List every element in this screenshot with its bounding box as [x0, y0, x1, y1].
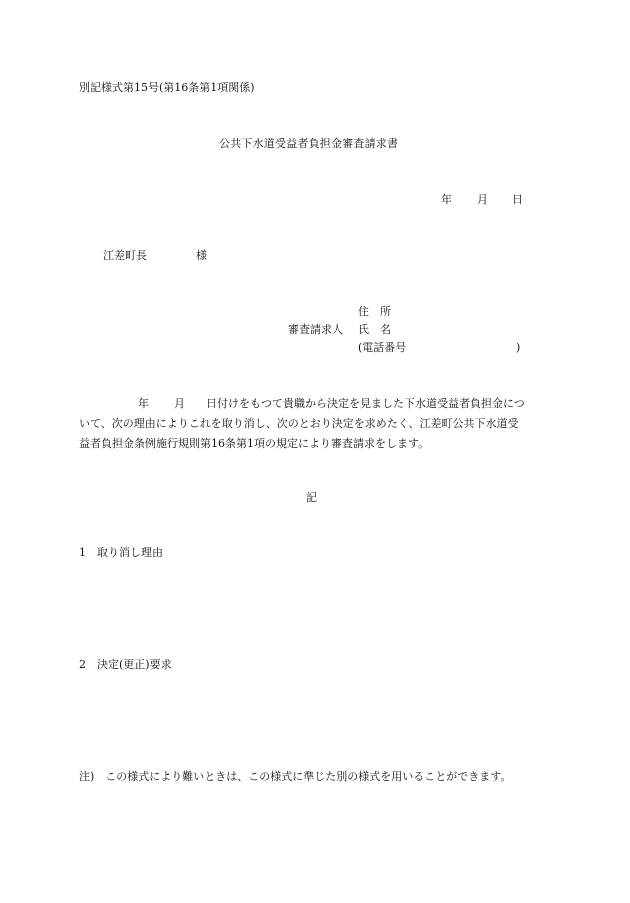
- document-title: 公共下水道受益者負担金審査請求書: [219, 137, 399, 150]
- section-decision-request: 2 決定(更正)要求: [79, 658, 172, 671]
- body-text-line-1: 日付けをもつて貴職から決定を見ました下水道受益者負担金につ: [206, 397, 525, 410]
- requester-label: 審査請求人: [288, 323, 343, 336]
- date-day-label: 日: [512, 193, 523, 206]
- section-cancellation-reason: 1 取り消し理由: [79, 546, 163, 559]
- body-text-line-2: いて、次の理由によりこれを取り消し、次のとおり決定を求めたく、江差町公共下水道受: [79, 417, 519, 430]
- body-month-label: 月: [174, 397, 185, 410]
- body-year-label: 年: [138, 397, 149, 410]
- addressee-honorific: 様: [196, 249, 207, 262]
- name-label: 氏 名: [358, 323, 391, 336]
- ki-heading: 記: [306, 491, 317, 504]
- date-month-label: 月: [477, 193, 488, 206]
- body-text-line-3: 益者負担金条例施行規則第16条第1項の規定により審査請求をします。: [79, 437, 430, 450]
- date-year-label: 年: [441, 193, 452, 206]
- footnote: 注) この様式により難いときは、この様式に準じた別の様式を用いることができます。: [79, 770, 512, 783]
- phone-label: (電話番号: [358, 341, 407, 354]
- addressee-name: 江差町長: [103, 249, 147, 262]
- form-number: 別記様式第15号(第16条第1項関係): [79, 81, 255, 94]
- address-label: 住 所: [358, 305, 391, 318]
- phone-close-paren: ): [516, 341, 521, 354]
